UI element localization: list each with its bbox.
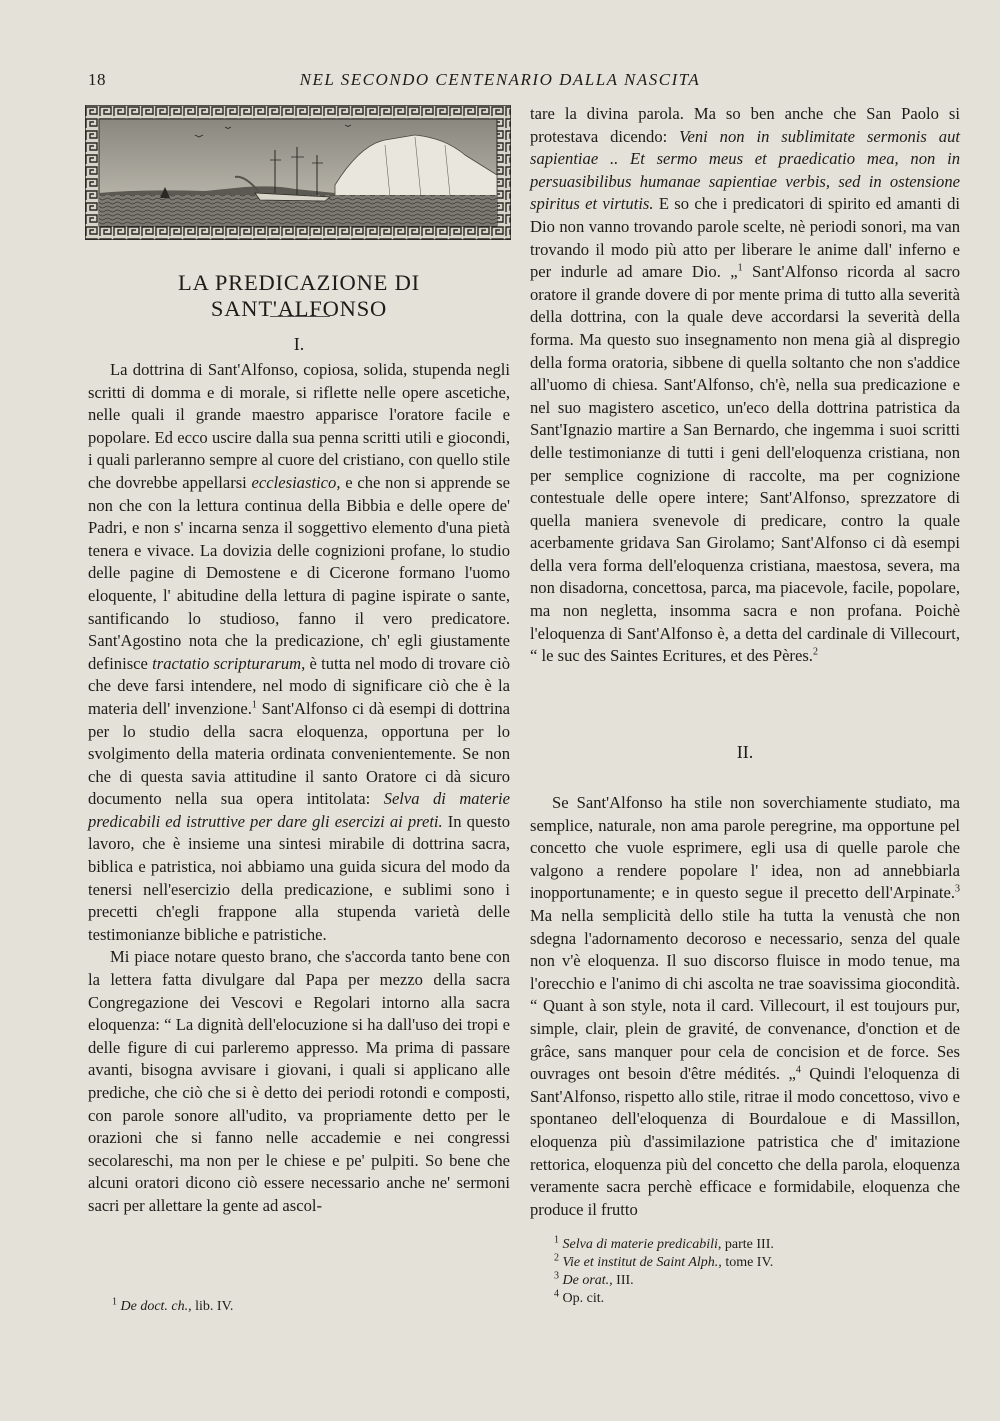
section-number-2: II. (736, 742, 754, 762)
footnote: $^2$ Vie et institut de Saint Alph., tome IV. (554, 1252, 774, 1270)
left-footnote: $^1$ De doct. ch., lib. IV. (112, 1296, 234, 1314)
page-number: 18 (88, 70, 106, 89)
footnote-ref: 1 (251, 699, 257, 711)
left-column (88, 359, 510, 1218)
paragraph: Mi piace notare questo brano, che s'accorda tanto bene con la lettera fatta divulgare dal Papa per mezzo della sacra Congregazione dei Vescovi e Regolari intorno alla sacra eloquenza: “ La dignità dell'elocuzione si ha dall'uso dei tropi e delle figure di cui parleremo appresso. Ma prima di passare avanti, bisogna avvisare i giovani, i quali si applicano alle prediche, che ciò che si è detto dei periodi rotondi e composti, con parole sonore all'udito, va propriamente detto per le orazioni che si fanno nelle accademie e nei congressi secolareschi, ma non per le chiese e pe' pulpiti. So bene che alcuni oratori dicono ciò essere necessario anche ne' sermoni sacri per allettare la gente ad ascol- (88, 947, 510, 1215)
footnote-ref: 1 (737, 262, 743, 274)
paragraph: tare la divina parola. Ma so ben anche che San Paolo si protestava dicendo: Veni non in sublimitate sermonis aut sapientiae .. Et sermo meus et praedicatio mea, non in persuasibilibus humanae sapientiae verbis, sed in ostensione spiritus et virtutis. E so che i predicatori di spirito ed amanti di Dio non vanno trovando parole scelte, nè periodi sonori, ma van trovando il modo più atto per liberare le anime dall' inferno e per indurle ad amare Dio. „$^1$ Sant'Alfonso ricorda al sacro oratore il grande dovere di por mente prima di tutto alla severità della dottrina, con la quale deve accordarsi la severità della forma. Ma questo suo insegnamento non mena già al dispregio della forma oratoria, sibbene di quella soltanto che non s'addice all'uomo di chiesa. Sant'Alfonso, ch'è, nella sua predicazione e nel suo magistero ascetico, un'eco della dottrina patristica da Sant'Ignazio martire a San Bernardo, che ingemma i suoi scritti delle testimonianze di tutti i geni dell'eloquenza cristiana, non per semplice cognizione di raccolte, ma per cognizione contestuale delle opere intere; Sant'Alfonso, sprezzatore di quella maniera svenevole di predicare, contro la quale acerbamente gridava San Girolamo; Sant'Alfonso ci dà esempi della vera forma dell'eloquenza cristiana, maestosa, severa, ma non disadorna, concettosa, parca, ma piacevole, facile, popolare, ma non negletta, insomma sacra e non profana. Poichè l'eloquenza di Sant'Alfonso è, a detta del cardinale di Villecourt, “ le suc des Saintes Ecritures, et des Pères.$^2$ (530, 104, 960, 666)
footnote-ref: 4 (795, 1064, 801, 1076)
ship-engraving (85, 105, 511, 240)
paragraph: La dottrina di Sant'Alfonso, copiosa, solida, stupenda negli scritti di domma e di morale, si riflette nelle opere ascetiche, nelle quali il grande maestro apparisce l'oratore facile e popolare. Ed ecco uscire dalla sua penna scritti utili e giocondi, i quali parleranno sempre al cuore del cristiano, con quello stile che dovrebbe appellarsi ecclesiastico, e che non si apprende se non che con la lettura continua della Bibbia e delle opere de' Padri, e non s' incarna senza il soggettivo elemento d'una pietà tenera e vivace. La dovizia delle cognizioni profane, lo studio delle pagine di Demostene e di Cicerone formano l'uomo eloquente, l' abitudine della lettura di pagine ispirate o sante, santificando lo studioso, fanno il vero predicatore. Sant'Agostino nota che la predicazione, ch' egli giustamente definisce tractatio scripturarum, è tutta nel modo di trovare ciò che deve farsi intendere, nel modo di significare ciò che è la materia dell' invenzione.$^1$ Sant'Alfonso ci dà esempi di dottrina per lo studio della sacra eloquenza, opportuna per lo svolgimento della materia ordinata convenientemente. Se non che di questa savia attitudine il santo Oratore ci dà sicuro documento nella sua opera intitolata: Selva di materie predicabili ed istruttive per dare gli esercizi ai preti. In questo lavoro, che è insieme una sintesi mirabile di dottrina sacra, biblica e patristica, noi abbiamo una guida sicura del modo da tenersi nell'esercizio della predicazione, e sublimi sono i precetti ch'egli frappone alla stupenda varietà delle testimonianze bibliche e patristiche. (88, 360, 511, 944)
footnote: $^1$ Selva di materie predicabili, parte III. (554, 1234, 774, 1252)
title-divider (270, 316, 330, 317)
right-column-bottom (530, 792, 960, 1221)
right-column-top (530, 103, 960, 668)
right-footnotes (554, 1236, 774, 1308)
section-number-1: I. (293, 334, 305, 354)
footnote: $^3$ De orat., III. (554, 1270, 634, 1288)
footnote: $^4$ Op. cit. (554, 1288, 605, 1306)
article-title: LA PREDICAZIONE DI SANT'ALFONSO (178, 270, 420, 321)
footnote-ref: 3 (955, 883, 960, 895)
running-head (88, 70, 912, 92)
paragraph: Se Sant'Alfonso ha stile non soverchiamente studiato, ma semplice, naturale, non ama parole peregrine, ma opportune pel concetto che vuole esprimere, egli usa di quelle parole che valgono a rendere popolare l' idea, non ad annebbiarla inopportunamente; e in questo segue il precetto dell'Arpinate.$^3$ Ma nella semplicità dello stile ha tutta la venustà che non sdegna l'adornamento decoroso e necessario, senza del quale non v'è eloquenza. Il suo discorso fluisce in modo tenue, ma l'orecchio e l'animo di chi ascolta ne trae soavissima giocondità. “ Quant à son style, nota il card. Villecourt, il est toujours pur, simple, clair, plein de gravité, de convenance, d'onction et de grâce, sans manquer pour cela de concision et de force. Ses ouvrages ont besoin d'être médités. „$^4$ Quindi l'eloquenza di Sant'Alfonso, rispetto allo stile, ritrae il modo concettoso, vivo e spontaneo dell'eloquenza di Bourdaloue e di Massillon, eloquenza più d'assimilazione patristica che d' imitazione rettorica, eloquenza più del concetto che della parola, eloquenza veramente sacra perchè efficace e formidabile, eloquenza che produce il frutto (530, 793, 961, 1219)
footnote-ref: 2 (812, 646, 818, 658)
running-title: NEL SECONDO CENTENARIO DALLA NASCITA (299, 70, 701, 89)
